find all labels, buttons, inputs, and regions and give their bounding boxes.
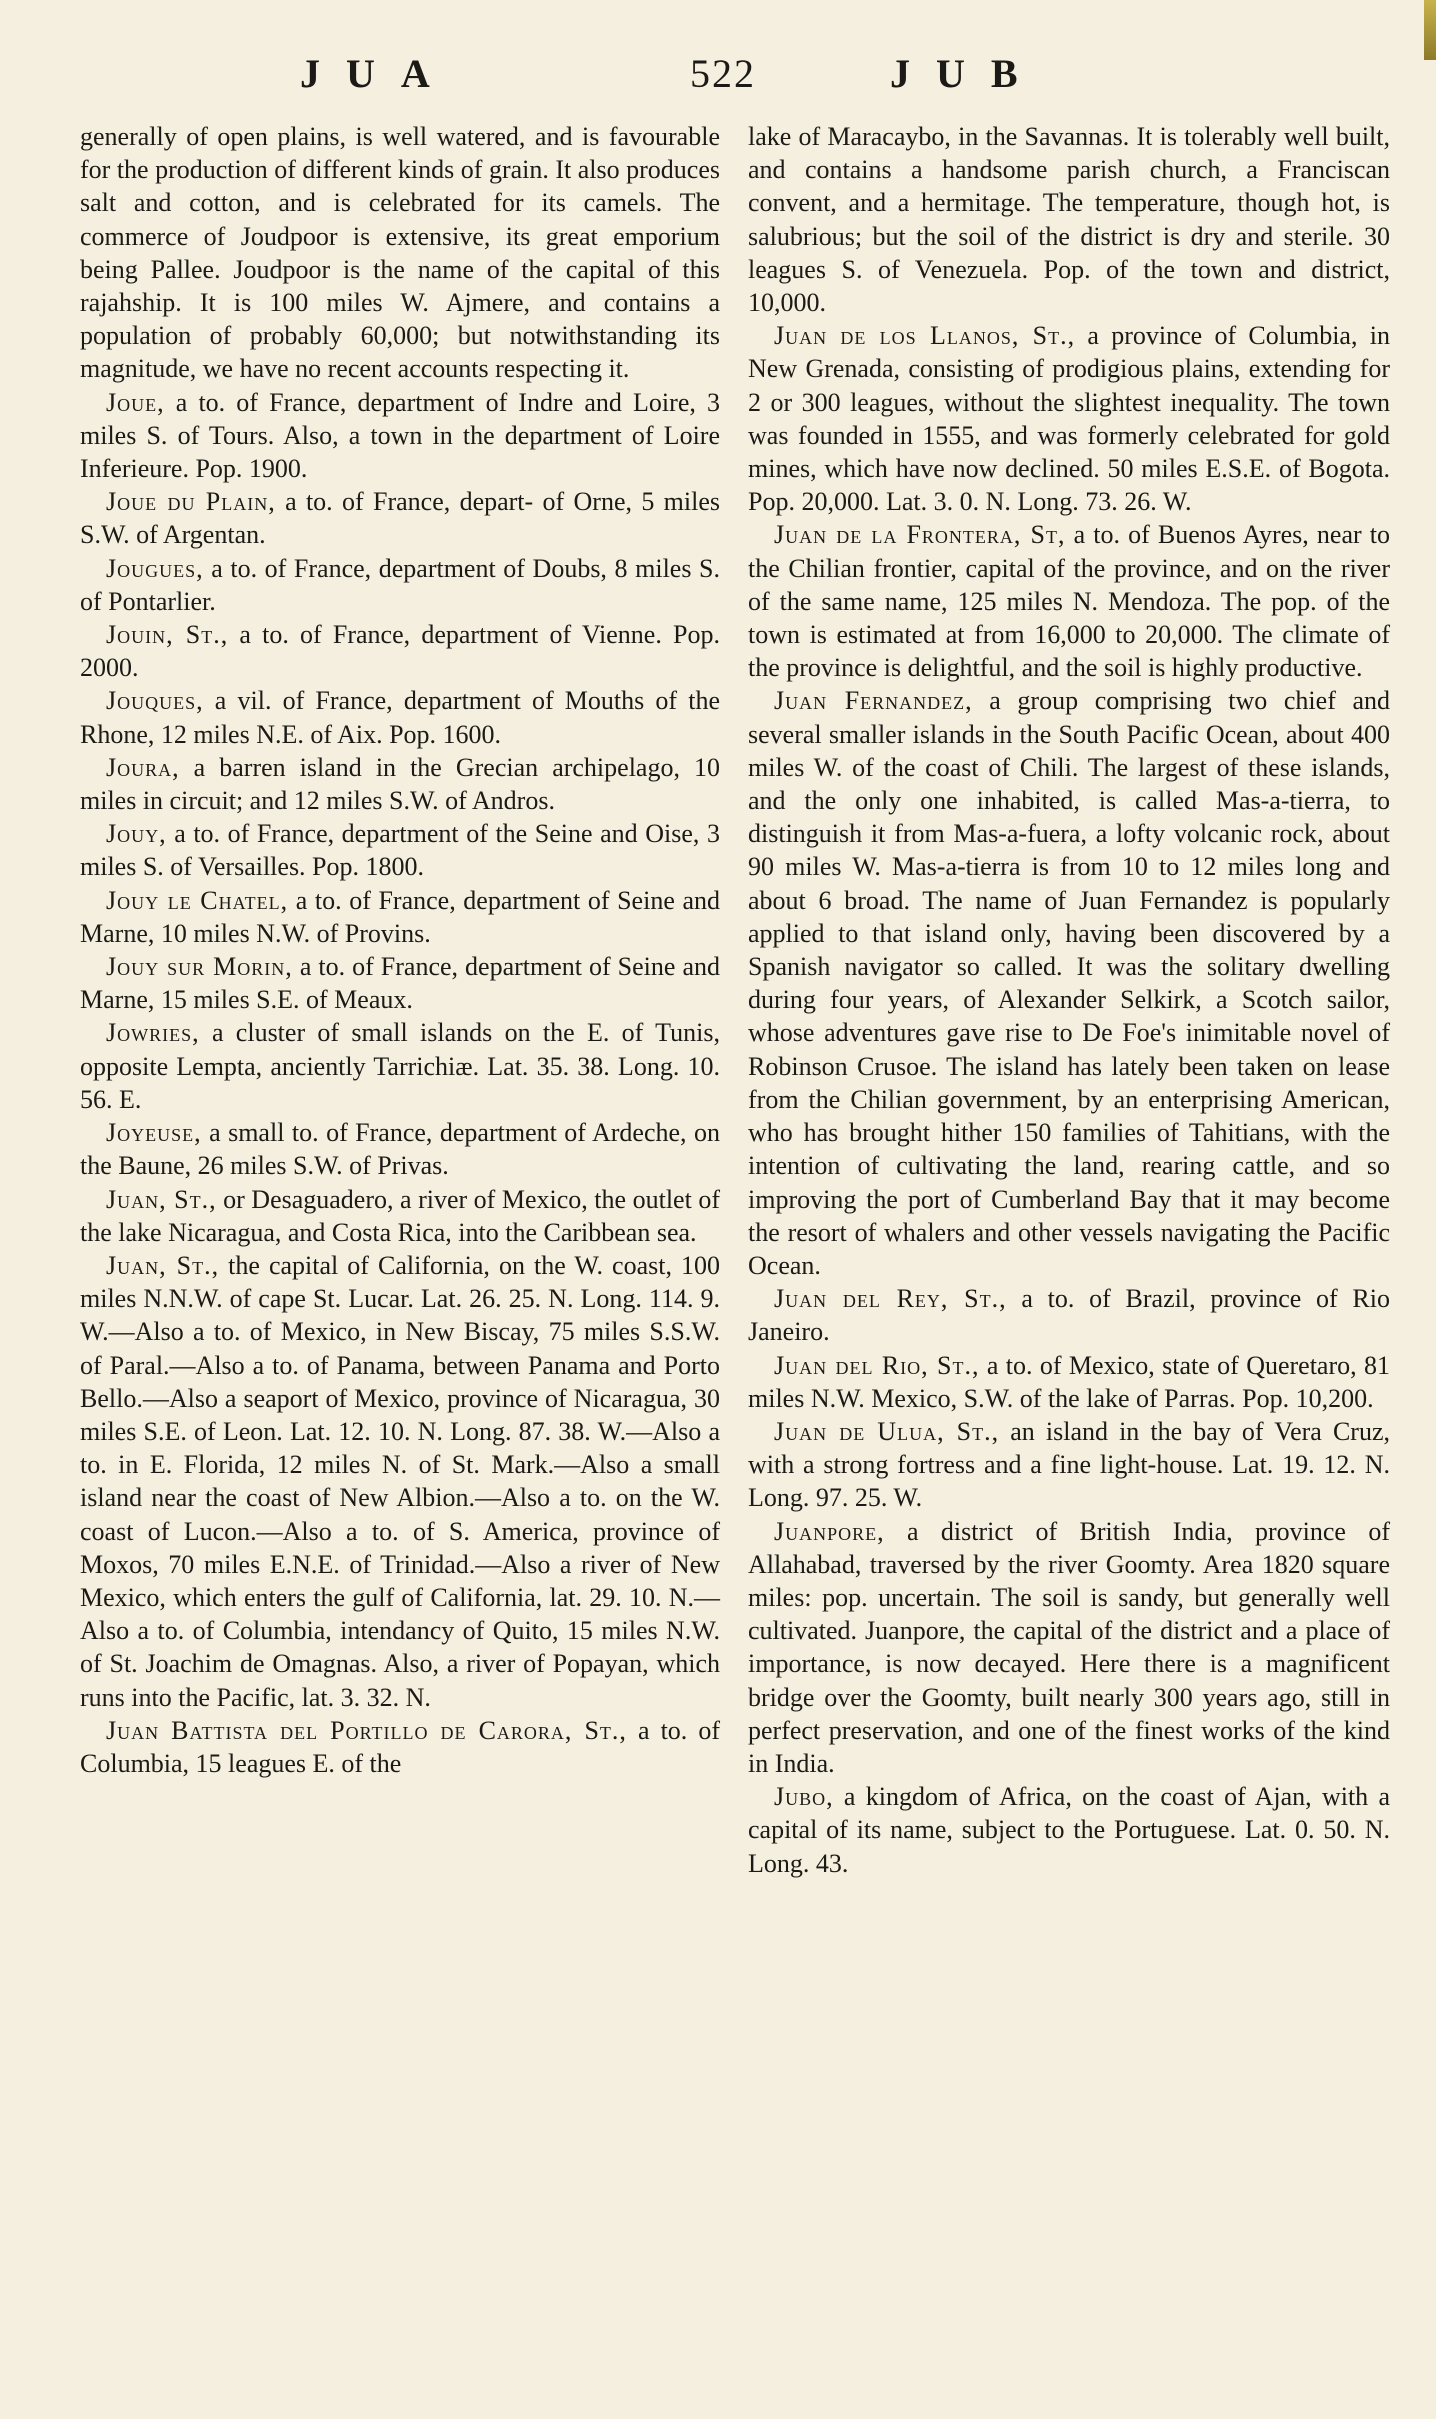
entry-text: a to. of France, department of Seine and Marne, 15 miles S.E. of Meaux. (80, 952, 721, 1015)
entry-headword: Joyeuse, (106, 1118, 202, 1148)
entry-headword: Jouy le Chatel, (106, 885, 289, 915)
gazetteer-entry (80, 1116, 720, 1182)
gazetteer-entry (80, 950, 720, 1016)
entry-headword: Joue du Plain, (106, 487, 276, 517)
entry-headword: Juan de Ulua, St., (774, 1416, 1000, 1446)
entry-headword: Jubo, (774, 1782, 834, 1812)
gazetteer-entry (80, 684, 720, 750)
gazetteer-entry (80, 485, 720, 551)
entry-text: a to. of France, department of Indre and Loire, 3 miles S. of Tours. Also, a town in the department of Loire Inferieure. Pop. 1900. (80, 387, 720, 484)
gazetteer-entry (80, 1714, 720, 1780)
entry-text: a to. of France, department of Vienne. Pop. 2000. (80, 620, 720, 683)
gazetteer-entry (80, 618, 720, 684)
entry-headword: Juan Battista del Portillo de Carora, St., (106, 1715, 627, 1745)
entry-text: a to. of Brazil, province of Rio Janeiro. (748, 1284, 1390, 1347)
entry-text: generally of open plains, is well watered, and is favourable for the production of different kinds of grain. It also produces salt and cotton, and is celebrated for its camels. The commerce of Joudpoor is extensive, its great emporium being Pallee. Joudpoor is the name of the capital of this rajahship. It is 100 miles W. Ajmere, and contains a population of probably 60,000; but notwithstanding its magnitude, we have no recent accounts respecting it. (80, 122, 720, 384)
gazetteer-entry (748, 1780, 1390, 1880)
entry-text: a to. of France, department of Seine and Marne, 10 miles N.W. of Provins. (80, 885, 720, 948)
gazetteer-entry (748, 1349, 1390, 1415)
entry-text: a vil. of France, department of Mouths of the Rhone, 12 miles N.E. of Aix. Pop. 1600. (80, 686, 720, 749)
entry-headword: Joue, (106, 387, 165, 417)
gazetteer-entry (80, 1249, 720, 1714)
entry-headword: Juan del Rio, St., (774, 1350, 980, 1380)
entry-headword: Juan, St., (106, 1184, 217, 1214)
page-number: 522 (690, 51, 756, 96)
entry-headword: Jouy, (106, 819, 167, 849)
entry-headword: Joura, (106, 752, 180, 782)
entry-text: a to. of France, department of Doubs, 8 miles S. of Pontarlier. (80, 553, 720, 616)
entry-headword: Juan del Rey, St., (774, 1284, 1007, 1314)
entry-headword: Jouin, St., (106, 620, 229, 650)
entry-headword: Juan de la Frontera, St, (774, 520, 1066, 550)
entry-headword: Jowries, (106, 1018, 200, 1048)
running-header (0, 50, 1436, 110)
entry-text: lake of Maracaybo, in the Savannas. It is tolerably well built, and contains a handsome parish church, a Franciscan convent, and a hermitage. The temperature, though hot, is salubrious; but the soil of the district is dry and sterile. 30 leagues S. of Venezuela. Pop. of the town and district, 10,000. (748, 122, 1390, 318)
entry-text: a to. of France, depart- of Orne, 5 miles S.W. of Argentan. (80, 487, 720, 550)
entry-headword: Juan, St., (106, 1250, 220, 1280)
gazetteer-entry (748, 518, 1390, 684)
gazetteer-entry (80, 120, 720, 386)
left-column (80, 120, 720, 1780)
entry-headword: Juan de los Llanos, St., (774, 321, 1076, 351)
gazetteer-entry (748, 319, 1390, 518)
gazetteer-entry (80, 884, 720, 950)
gazetteer-entry (80, 386, 720, 486)
entry-text: a to. of Columbia, 15 leagues E. of the (80, 1715, 720, 1778)
gazetteer-entry (748, 1282, 1390, 1348)
gazetteer-entry (80, 1016, 720, 1116)
entry-text: a to. of Mexico, state of Queretaro, 81 miles N.W. Mexico, S.W. of the lake of Parras. Pop. 10,200. (748, 1350, 1390, 1413)
entry-text: a kingdom of Africa, on the coast of Ajan, with a capital of its name, subject to the Portuguese. Lat. 0. 50. N. Long. 43. (748, 1782, 1390, 1878)
gazetteer-entry (748, 684, 1390, 1282)
entry-text: a cluster of small islands on the E. of Tunis, opposite Lempta, anciently Tarrichiæ. Lat. 35. 38. Long. 10. 56. E. (80, 1018, 720, 1114)
entry-headword: Jouy sur Morin, (106, 952, 293, 982)
entry-text: a to. of Buenos Ayres, near to the Chilian frontier, capital of the province, and on the river of the same name, 125 miles N. Mendoza. The pop. of the town is estimated at from 16,000 to 20,000. The climate of the province is delightful, and the soil is highly productive. (748, 520, 1390, 683)
entry-headword: Jougues, (106, 553, 204, 583)
entry-text: or Desaguadero, a river of Mexico, the outlet of the lake Nicaragua, and Costa Rica, into the Caribbean sea. (80, 1184, 720, 1247)
entry-text: the capital of California, on the W. coast, 100 miles N.N.W. of cape St. Lucar. Lat. 26. 25. N. Long. 114. 9. W.—Also a to. of Mexico, in New Biscay, 75 miles S.S.W. of Paral.—Also a to. of Panama, between Panama and Porto Bello.—Also a seaport of Mexico, province of Nicaragua, 30 miles S.E. of Leon. Lat. 12. 10. N. Long. 87. 38. W.—Also a to. in E. Florida, 12 miles N. of St. Mark.—Also a small island near the coast of New Albion.—Also a to. on the W. coast of Lucon.—Also a to. of S. America, province of Moxos, 70 miles E.N.E. of Trinidad.—Also a river of New Mexico, which enters the gulf of California, lat. 29. 10. N.—Also a to. of Columbia, intendancy of Quito, 15 miles N.W. of St. Joachim de Omagnas. Also, a river of Popayan, which runs into the Pacific, lat. 3. 32. N. (80, 1250, 720, 1712)
entry-text: an island in the bay of Vera Cruz, with a strong fortress and a fine light-house. Lat. 19. 12. N. Long. 97. 25. W. (748, 1416, 1390, 1513)
gazetteer-entry (80, 552, 720, 618)
entry-text: a barren island in the Grecian archipelago, 10 miles in circuit; and 12 miles S.W. of Andros. (80, 752, 720, 816)
gazetteer-entry (748, 1515, 1390, 1781)
gazetteer-entry (748, 1415, 1390, 1515)
entry-text: a to. of France, department of the Seine and Oise, 3 miles S. of Versailles. Pop. 1800. (80, 819, 720, 882)
gazetteer-entry (80, 751, 720, 817)
header-left-guideword: JUA (300, 51, 456, 96)
gazetteer-entry (748, 120, 1390, 319)
header-right-guideword: JUB (890, 51, 1044, 96)
entry-headword: Juanpore, (774, 1516, 885, 1546)
entry-text: a small to. of France, department of Ardeche, on the Baune, 26 miles S.W. of Privas. (80, 1118, 720, 1181)
entry-headword: Jouques, (106, 686, 204, 716)
entry-text: a group comprising two chief and several smaller islands in the South Pacific Ocean, about 400 miles W. of the coast of Chili. The largest of these islands, and the only one inhabited, is called Mas-a-tierra, to distinguish it from Mas-a-fuera, a lofty volcanic rock, about 90 miles W. Mas-a-tierra is from 10 to 12 miles long and about 6 broad. The name of Juan Fernandez is popularly applied to that island only, having been discovered by a Spanish navigator so called. It was the solitary dwelling during four years, of Alexander Selkirk, a Scotch sailor, whose adventures gave rise to De Foe's inimitable novel of Robinson Crusoe. The island has lately been taken on lease from the Chilian government, by an enterprising American, who has brought hither 150 families of Tahitians, with the intention of cultivating the land, rearing cattle, and so improving the port of Cumberland Bay that it may become the resort of whalers and other vessels navigating the Pacific Ocean. (748, 686, 1391, 1280)
gazetteer-entry (80, 817, 720, 883)
entry-text: a district of British India, province of Allahabad, traversed by the river Goomty. Area 1820 square miles: pop. uncertain. The soil is sandy, but generally well cultivated. Juanpore, the capital of the district and a place of importance, is now decayed. Here there is a magnificent bridge over the Goomty, built nearly 300 years ago, still in perfect preservation, and one of the finest works of the kind in India. (748, 1516, 1390, 1778)
entry-text: a province of Columbia, in New Grenada, consisting of prodigious plains, extending for 2 or 300 leagues, without the slightest inequality. The town was founded in 1555, and was formerly celebrated for gold mines, which have now declined. 50 miles E.S.E. of Bogota. Pop. 20,000. Lat. 3. 0. N. Long. 73. 26. W. (748, 321, 1390, 517)
entry-headword: Juan Fernandez, (774, 686, 973, 716)
right-column (748, 120, 1390, 1880)
gazetteer-entry (80, 1183, 720, 1249)
